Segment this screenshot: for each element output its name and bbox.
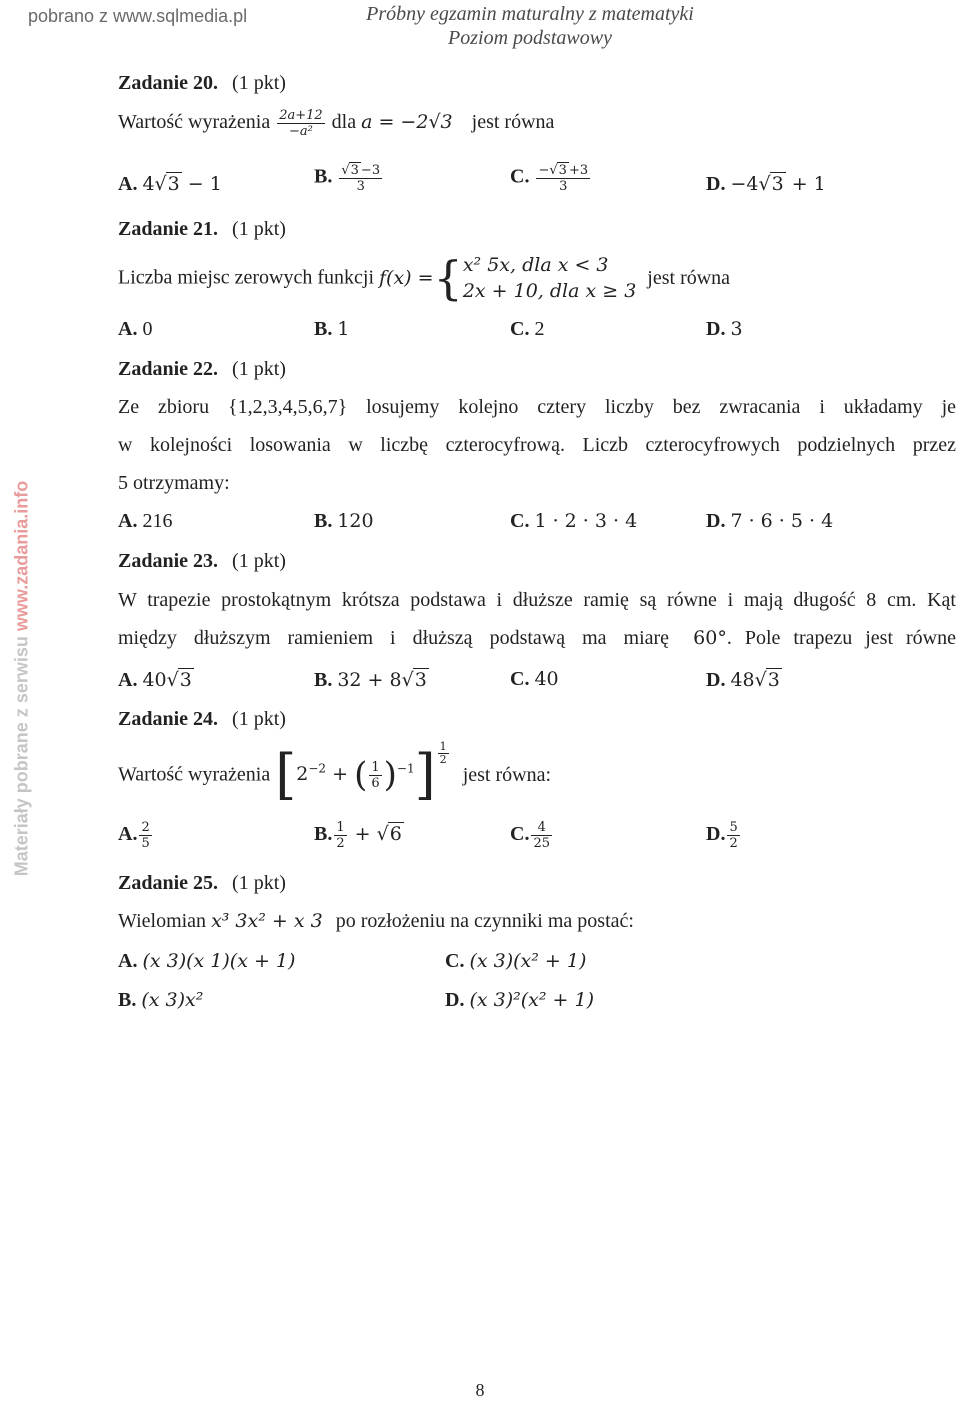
option-value: 2 (534, 318, 545, 340)
option-b[interactable] (314, 510, 374, 533)
task-25-options (118, 950, 818, 1030)
exam-title-line1: Próbny egzamin maturalny z matematyki (366, 3, 694, 25)
task-20-prompt (118, 108, 554, 139)
option-value: (x 3)x² (141, 989, 204, 1011)
task-23-heading (118, 550, 286, 573)
option-value: (x 3)²(x² + 1) (469, 989, 594, 1011)
option-c[interactable]: C. $\frac{4}{25}$ (510, 820, 550, 851)
line2-after: . Pole trapezu jest równe (726, 627, 956, 649)
task-points: (1 pkt) (232, 550, 286, 572)
task-title: Zadanie 25. (118, 872, 219, 894)
task-points: (1 pkt) (232, 358, 286, 380)
line2-text: między dłuższym ramieniem i dłuższą podstawą ma miarę (118, 627, 670, 649)
option-letter: A. (118, 510, 138, 532)
task-points: (1 pkt) (232, 72, 286, 94)
option-letter: D. (706, 823, 726, 846)
prompt-text: Wartość wyrażenia (118, 111, 271, 134)
option-letter: B. (314, 669, 333, 691)
option-value: 120 (337, 510, 374, 532)
option-d[interactable]: D. 48√3 (706, 669, 780, 691)
option-letter: D. (445, 989, 465, 1011)
prompt-after: jest równa (647, 266, 731, 289)
task-title: Zadanie 22. (118, 358, 219, 380)
option-c[interactable] (510, 510, 637, 533)
task-25-heading (118, 872, 286, 895)
option-a[interactable]: A. 4√3 − 1 (118, 173, 222, 195)
option-letter: C. (510, 510, 530, 532)
prompt-text: Liczba miejsc zerowych funkcji (118, 266, 374, 289)
option-b[interactable]: B. $\frac{1}{2}$ + √6 (314, 820, 402, 851)
option-d[interactable]: D. −4√3 + 1 (706, 173, 826, 195)
task-20-heading (118, 72, 286, 95)
task-23-line2 (118, 627, 956, 650)
option-d[interactable] (706, 510, 833, 533)
exam-title-line2: Poziom podstawowy (448, 27, 612, 49)
expression: [$2^{-2}$ + ( $\frac{1}{6}$ )$^{-1}$] $^{\frac{1}{2}}$ (275, 739, 447, 806)
task-21-heading (118, 218, 286, 241)
radicand: 3 (414, 669, 427, 691)
function-name: f(x) = (379, 267, 434, 289)
task-22-line3: 5 otrzymamy: (118, 472, 230, 494)
task-25-prompt (118, 910, 634, 933)
option-d[interactable]: D. $\frac{5}{2}$ (706, 820, 738, 851)
task-22-line1: Ze zbioru {1,2,3,4,5,6,7} losujemy kolejno cztery liczby bez zwracania i układamy je (118, 396, 956, 418)
option-value: 40 (142, 669, 167, 691)
option-letter: D. (706, 173, 726, 195)
option-letter: C. (510, 823, 530, 846)
option-letter: B. (314, 318, 333, 340)
option-d[interactable] (706, 318, 743, 341)
option-letter: D. (706, 318, 726, 340)
prompt-text: Wielomian (118, 910, 207, 932)
option-value: (x 3)(x 1)(x + 1) (142, 950, 296, 972)
option-value: 216 (142, 510, 173, 532)
option-value: 0 (142, 318, 153, 340)
prompt-text: Wartość wyrażenia (118, 763, 271, 786)
exam-title (340, 2, 720, 50)
condition: a = −2√3 (361, 111, 453, 134)
fraction (277, 108, 324, 139)
option-value: 7 · 6 · 5 · 4 (730, 510, 834, 532)
option-a[interactable] (118, 510, 172, 533)
brace: { (433, 251, 463, 305)
task-title: Zadanie 23. (118, 550, 219, 572)
option-value: 40 (534, 668, 559, 690)
case-1: x² 5x, dla x < 3 (462, 254, 609, 276)
prompt-after: po rozłożeniu na czynniki ma postać: (335, 910, 634, 932)
option-letter: B. (314, 165, 333, 188)
prompt-after: jest równa (471, 111, 555, 134)
task-points: (1 pkt) (232, 218, 286, 240)
option-letter: C. (510, 318, 530, 340)
option-letter: A. (118, 173, 138, 195)
option-value: 1 (337, 318, 350, 340)
option-letter: C. (445, 950, 465, 972)
task-24-prompt (118, 739, 552, 808)
option-c[interactable] (445, 950, 586, 973)
fraction-denominator: −a² (289, 124, 313, 139)
option-c[interactable] (510, 668, 559, 691)
function-cases (463, 252, 636, 304)
task-22-line2: w kolejności losowania w liczbę czterocyfrową. Liczb czterocyfrowych podzielnych przez (118, 434, 956, 456)
angle: 60° (693, 627, 727, 649)
option-a[interactable] (118, 950, 295, 973)
prompt-after: jest równa: (462, 763, 552, 786)
task-title: Zadanie 21. (118, 218, 219, 240)
option-letter: B. (118, 989, 137, 1011)
option-value: 32 + 8 (337, 669, 402, 691)
page-number: 8 (475, 1380, 485, 1400)
option-a[interactable] (118, 318, 152, 341)
option-b[interactable] (118, 989, 203, 1012)
task-22-heading (118, 358, 286, 381)
task-23-line1: W trapezie prostokątnym krótsza podstawa i dłuższe ramię są równe i mają długość 8 cm. Kąt (118, 589, 956, 611)
option-b[interactable] (314, 318, 349, 341)
option-c[interactable] (510, 318, 544, 341)
option-value: 1 · 2 · 3 · 4 (534, 510, 638, 532)
prompt-mid: dla (331, 111, 357, 134)
option-d[interactable] (445, 989, 594, 1012)
fraction-numerator: 2a+12 (279, 108, 323, 123)
sidebar-site-link[interactable]: www.zadania.info (11, 480, 32, 632)
option-value: 3 (730, 318, 743, 340)
task-title: Zadanie 20. (118, 72, 219, 94)
option-letter: A. (118, 823, 138, 846)
option-b[interactable]: B. $\frac{√3 -3}{3}$ (314, 163, 381, 194)
option-letter: B. (314, 823, 333, 846)
option-letter: A. (118, 950, 138, 972)
option-letter: D. (706, 669, 726, 691)
option-c[interactable]: C. $\frac{-√3 +3}{3}$ (510, 163, 589, 194)
option-value: (x 3)(x² + 1) (469, 950, 587, 972)
option-letter: B. (314, 510, 333, 532)
sidebar-watermark (12, 469, 33, 889)
task-21-prompt (118, 252, 730, 304)
option-a[interactable]: A. 40√3 (118, 669, 192, 691)
option-letter: A. (118, 318, 138, 340)
task-points: (1 pkt) (232, 872, 286, 894)
task-24-heading (118, 708, 286, 731)
source-url: pobrano z www.sqlmedia.pl (28, 6, 248, 26)
task-title: Zadanie 24. (118, 708, 219, 730)
radicand: 3 (767, 669, 780, 691)
option-value: 48 (730, 669, 755, 691)
option-letter: C. (510, 165, 530, 188)
option-letter: D. (706, 510, 726, 532)
sidebar-text: Materiały pobrane z serwisu (11, 631, 32, 877)
task-points: (1 pkt) (232, 708, 286, 730)
option-letter: C. (510, 668, 530, 690)
option-letter: A. (118, 669, 138, 691)
polynomial: x³ 3x² + x 3 (211, 910, 323, 932)
case-2: 2x + 10, dla x ≥ 3 (462, 280, 637, 302)
radicand: 3 (179, 669, 192, 691)
option-a[interactable]: A. $\frac{2}{5}$ (118, 820, 150, 851)
option-b[interactable]: B. 32 + 8√3 (314, 669, 427, 691)
